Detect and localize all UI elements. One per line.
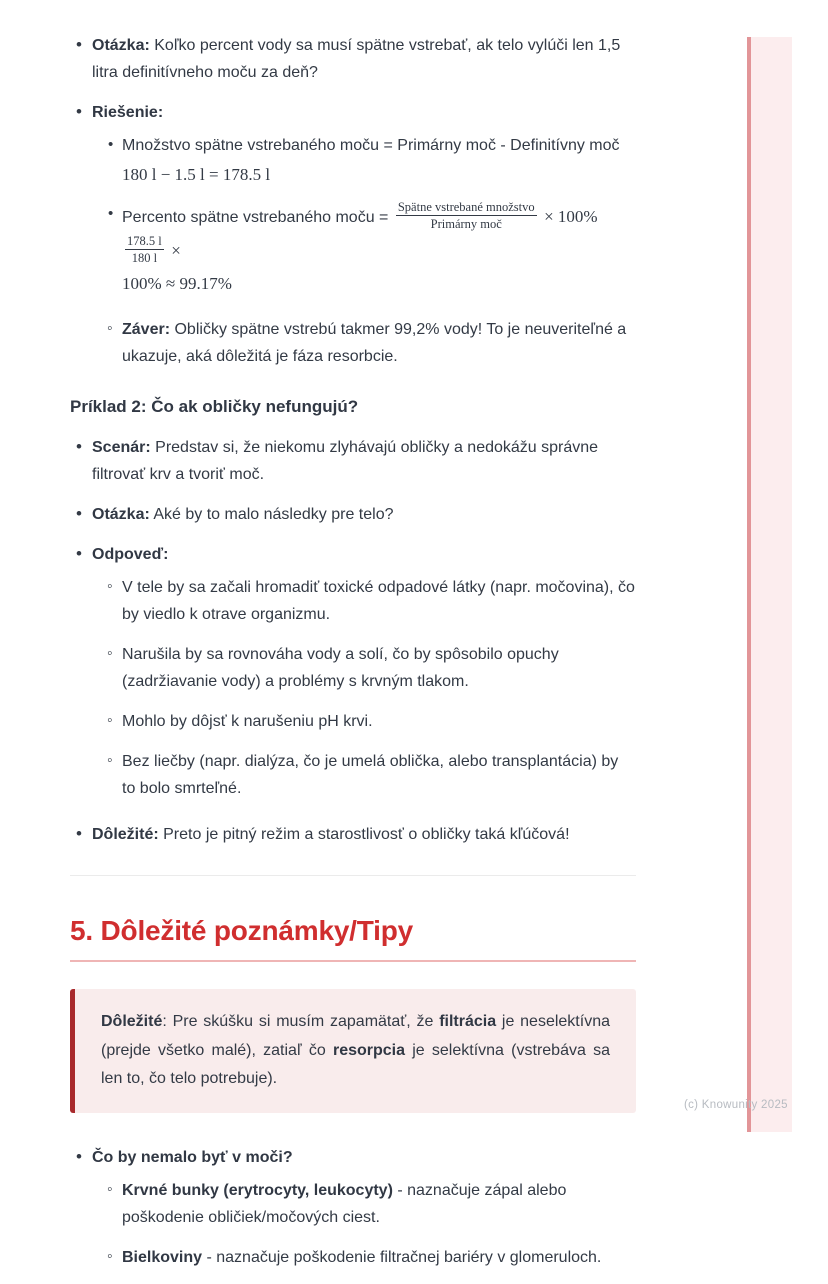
- math-formula: 180 l − 1.5 l = 178.5 l: [122, 165, 271, 184]
- item-text: - naznačuje zápal alebo poškodenie obličiek/močových ciest.: [122, 1181, 567, 1226]
- section-heading: 5. Dôležité poznámky/Tipy: [70, 915, 414, 946]
- list-item-dolezite: [70, 821, 636, 848]
- item-text: Bez liečby (napr. dialýza, čo je umelá oblička, alebo transplantácia) by to bolo smrteľné.: [122, 753, 619, 797]
- item-text: - naznačuje poškodenie filtračnej bariéry v glomeruloch.: [206, 1248, 602, 1266]
- important-callout: [70, 989, 636, 1113]
- fraction: [396, 199, 537, 233]
- item-label: Dôležité:: [92, 826, 159, 843]
- callout-text: je neselektívna (prejde všetko malé), zatiaľ čo: [101, 1013, 610, 1059]
- item-text: V tele by sa začali hromadiť toxické odpadové látky (napr. močovina), čo by viedlo k otrave organizmu.: [122, 579, 635, 623]
- list-item-zaver: [70, 316, 636, 370]
- callout-text: : Pre skúšku si musím zapamätať, že: [162, 1013, 440, 1030]
- callout-bold: resorpcia: [332, 1041, 406, 1059]
- fraction-numerator: 178.5 l: [125, 233, 164, 250]
- callout-bold: filtrácia: [439, 1013, 497, 1030]
- item-label: Otázka:: [92, 506, 150, 523]
- list-item-bielkoviny: [70, 1244, 636, 1271]
- list-item-odpoved-4: [70, 748, 636, 802]
- fraction-denominator: 180 l: [131, 250, 158, 265]
- math-operator: × 100%: [544, 206, 598, 226]
- math-operator: ×: [171, 240, 181, 260]
- watermark: (c) Knowunity 2025: [684, 1099, 788, 1111]
- item-label: Scenár:: [92, 439, 151, 456]
- list-item-odpoved-2: [70, 641, 636, 695]
- list-item-riesenie: [70, 99, 636, 126]
- item-text: Obličky spätne vstrebú takmer 99,2% vody! To je neuveriteľné a ukazuje, aká dôležitá je fáza resorbcie.: [122, 321, 627, 365]
- item-label: Záver:: [122, 321, 171, 338]
- list-item-krvne-bunky: [70, 1177, 636, 1231]
- list-item-otazka-1: [70, 32, 636, 86]
- item-text: Množstvo spätne vstrebaného moču = Primárny moč - Definitívny moč: [122, 137, 620, 154]
- list-item-odpoved: [70, 541, 636, 568]
- item-label: Riešenie:: [92, 104, 164, 121]
- list-item-otazka-2: [70, 501, 636, 528]
- list-item-odpoved-3: [70, 708, 636, 735]
- item-text: Predstav si, že niekomu zlyhávajú obličky a nedokážu správne filtrovať krv a tvoriť moč.: [92, 439, 599, 483]
- item-label: Odpoveď:: [92, 546, 169, 563]
- item-text: Preto je pitný režim a starostlivosť o obličky taká kľúčová!: [163, 826, 570, 843]
- item-label: Otázka:: [92, 37, 150, 54]
- section-divider: [70, 875, 636, 876]
- list-item-moc: [70, 1144, 636, 1171]
- item-text: Mohlo by dôjsť k narušeniu pH krvi.: [122, 713, 373, 730]
- item-label: Čo by nemalo byť v moči?: [92, 1148, 293, 1166]
- list-item-odpoved-1: [70, 574, 636, 628]
- item-label: Krvné bunky (erytrocyty, leukocyty): [122, 1181, 393, 1199]
- item-label: Bielkoviny: [122, 1248, 203, 1266]
- list-item-mnozstvo: [70, 132, 636, 188]
- list-item-scenar: [70, 434, 636, 488]
- item-text: Narušila by sa rovnováha vody a solí, čo by spôsobilo opuchy (zadržiavanie vody) a problémy s krvným tlakom.: [122, 646, 559, 690]
- callout-text: je selektívna (vstrebáva sa len to, čo telo potrebuje).: [101, 1041, 610, 1087]
- page-edge-strip: [747, 37, 792, 1132]
- list-item-percento: [70, 201, 636, 297]
- item-text: Koľko percent vody sa musí spätne vstrebať, ak telo vylúči len 1,5 litra definitívneho moču za deň?: [92, 37, 621, 81]
- fraction: [125, 233, 164, 267]
- fraction-denominator: Primárny moč: [430, 217, 502, 232]
- item-text: Percento spätne vstrebaného moču =: [122, 208, 389, 226]
- section-heading-underline: [70, 960, 636, 962]
- item-text: Aké by to malo následky pre telo?: [153, 506, 394, 523]
- callout-bold: Dôležité: [101, 1013, 163, 1030]
- document-content: [70, 32, 636, 1284]
- fraction-numerator: Spätne vstrebané množstvo: [396, 199, 537, 216]
- subsection-heading: Príklad 2: Čo ak obličky nefungujú?: [70, 397, 359, 416]
- math-formula: 100% ≈ 99.17%: [122, 274, 232, 293]
